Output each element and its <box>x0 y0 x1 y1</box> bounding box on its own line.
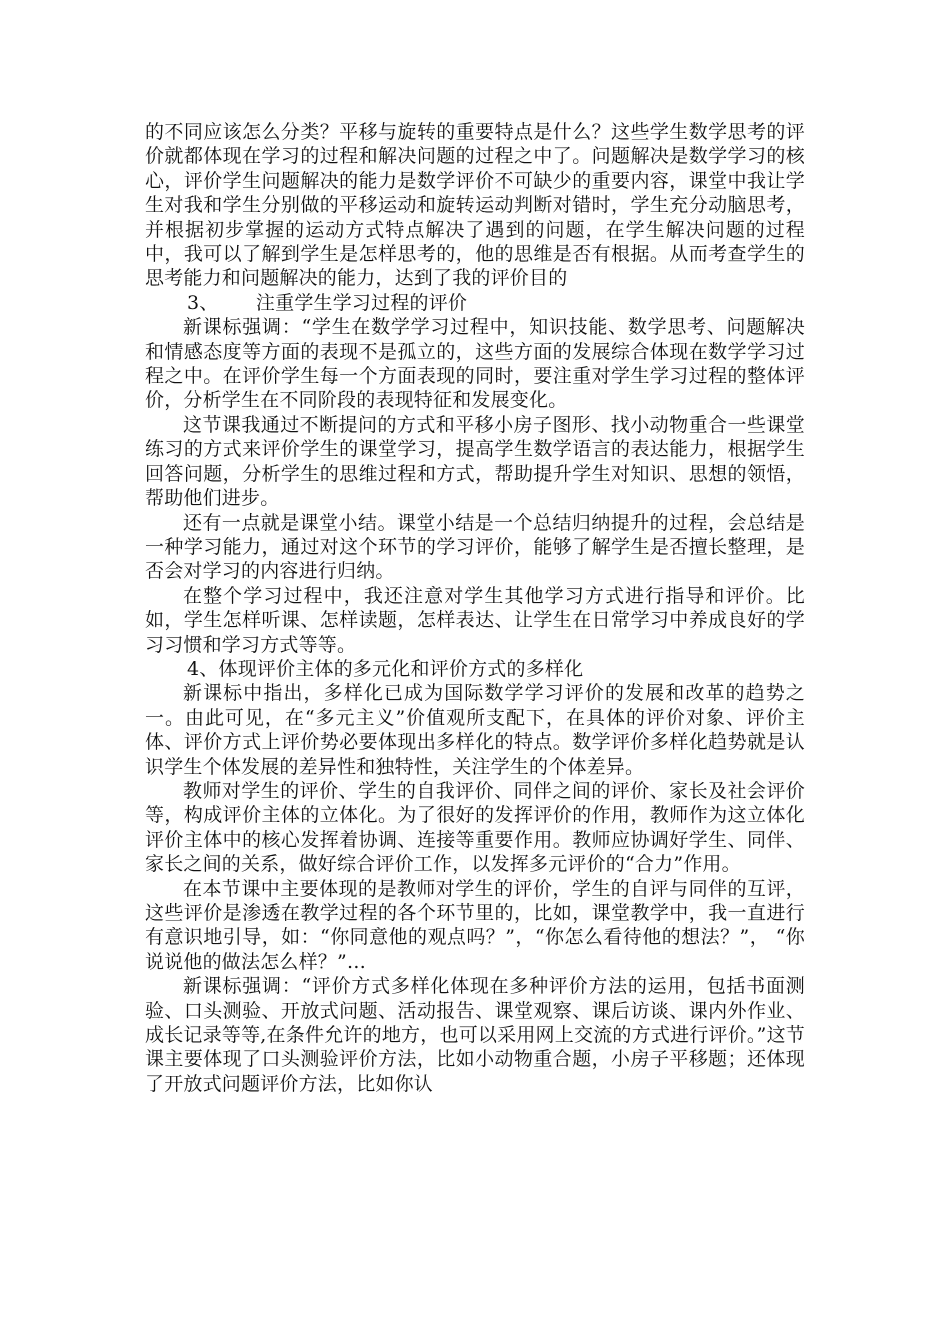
paragraph: 新课标强调：“学生在数学学习过程中，知识技能、数学思考、问题解决和情感态度等方面的表现不是孤立的，这些方面的发展综合体现在数学学习过程之中。在评价学生每一个方面表现的同时，要注重对学生学习过程的整体评价，分析学生在不同阶段的表现特征和发展变化。 <box>145 316 805 412</box>
paragraph: 这节课我通过不断提问的方式和平移小房子图形、找小动物重合一些课堂练习的方式来评价学生的课堂学习，提高学生数学语言的表达能力，根据学生回答问题，分析学生的思维过程和方式，帮助提升学生对知识、思想的领悟，帮助他们进步。 <box>145 413 805 510</box>
paragraph: 在本节课中主要体现的是教师对学生的评价，学生的自评与同伴的互评，这些评价是渗透在教学过程的各个环节里的，比如，课堂教学中，我一直进行有意识地引导，如：“你同意他的观点吗？”，“你怎么看待他的想法？”， “你说说他的做法怎么样？”… <box>145 877 805 973</box>
paragraph: 新课标强调：“评价方式多样化体现在多种评价方法的运用，包括书面测验、口头测验、开放式问题、活动报告、课堂观察、课后访谈、课内外作业、成长记录等等,在条件允许的地方，也可以采用网上交流的方式进行评价。”这节课主要体现了口头测验评价方法，比如小动物重合题，小房子平移题；还体现了开放式问题评价方法，比如你认 <box>145 975 805 1095</box>
paragraph: 还有一点就是课堂小结。课堂小结是一个总结归纳提升的过程，会总结是一种学习能力，通过对这个环节的学习评价，能够了解学生是否擅长整理，是否会对学习的内容进行归纳。 <box>145 511 805 583</box>
paragraph: 教师对学生的评价、学生的自我评价、同伴之间的评价、家长及社会评价等，构成评价主体的立体化。为了很好的发挥评价的作用，教师作为这立体化评价主体中的核心发挥着协调、连接等重要作用。教师应协调好学生、同伴、家长之间的关系，做好综合评价工作，以发挥多元评价的“合力”作用。 <box>145 779 805 876</box>
paragraph: 新课标中指出，多样化已成为国际数学学习评价的发展和改革的趋势之一。由此可见，在“多元主义”价值观所支配下，在具体的评价对象、评价主体、评价方式上评价势必要体现出多样化的特点。数学评价多样化趋势就是认识学生个体发展的差异性和独特性，关注学生的个体差异。 <box>145 682 805 778</box>
section-heading-3: 3、 注重学生学习过程的评价 <box>187 291 468 314</box>
document-body <box>145 120 805 1096</box>
paragraph-continuation: 的不同应该怎么分类？平移与旋转的重要特点是什么？这些学生数学思考的评价就都体现在学习的过程和解决问题的过程之中了。问题解决是数学学习的核心，评价学生问题解决的能力是数学评价不可缺少的重要内容，课堂中我让学生对我和学生分别做的平移运动和旋转运动判断对错时，学生充分动脑思考，并根据初步掌握的运动方式特点解决了遇到的问题，在学生解决问题的过程中，我可以了解到学生是怎样思考的，他的思维是否有根据。从而考查学生的思考能力和问题解决的能力，达到了我的评价目的 <box>145 121 805 290</box>
paragraph: 在整个学习过程中，我还注意对学生其他学习方式进行指导和评价。比如，学生怎样听课、怎样读题，怎样表达、让学生在日常学习中养成良好的学习习惯和学习方式等等。 <box>145 584 805 656</box>
section-heading-4: 4、体现评价主体的多元化和评价方式的多样化 <box>187 657 584 680</box>
